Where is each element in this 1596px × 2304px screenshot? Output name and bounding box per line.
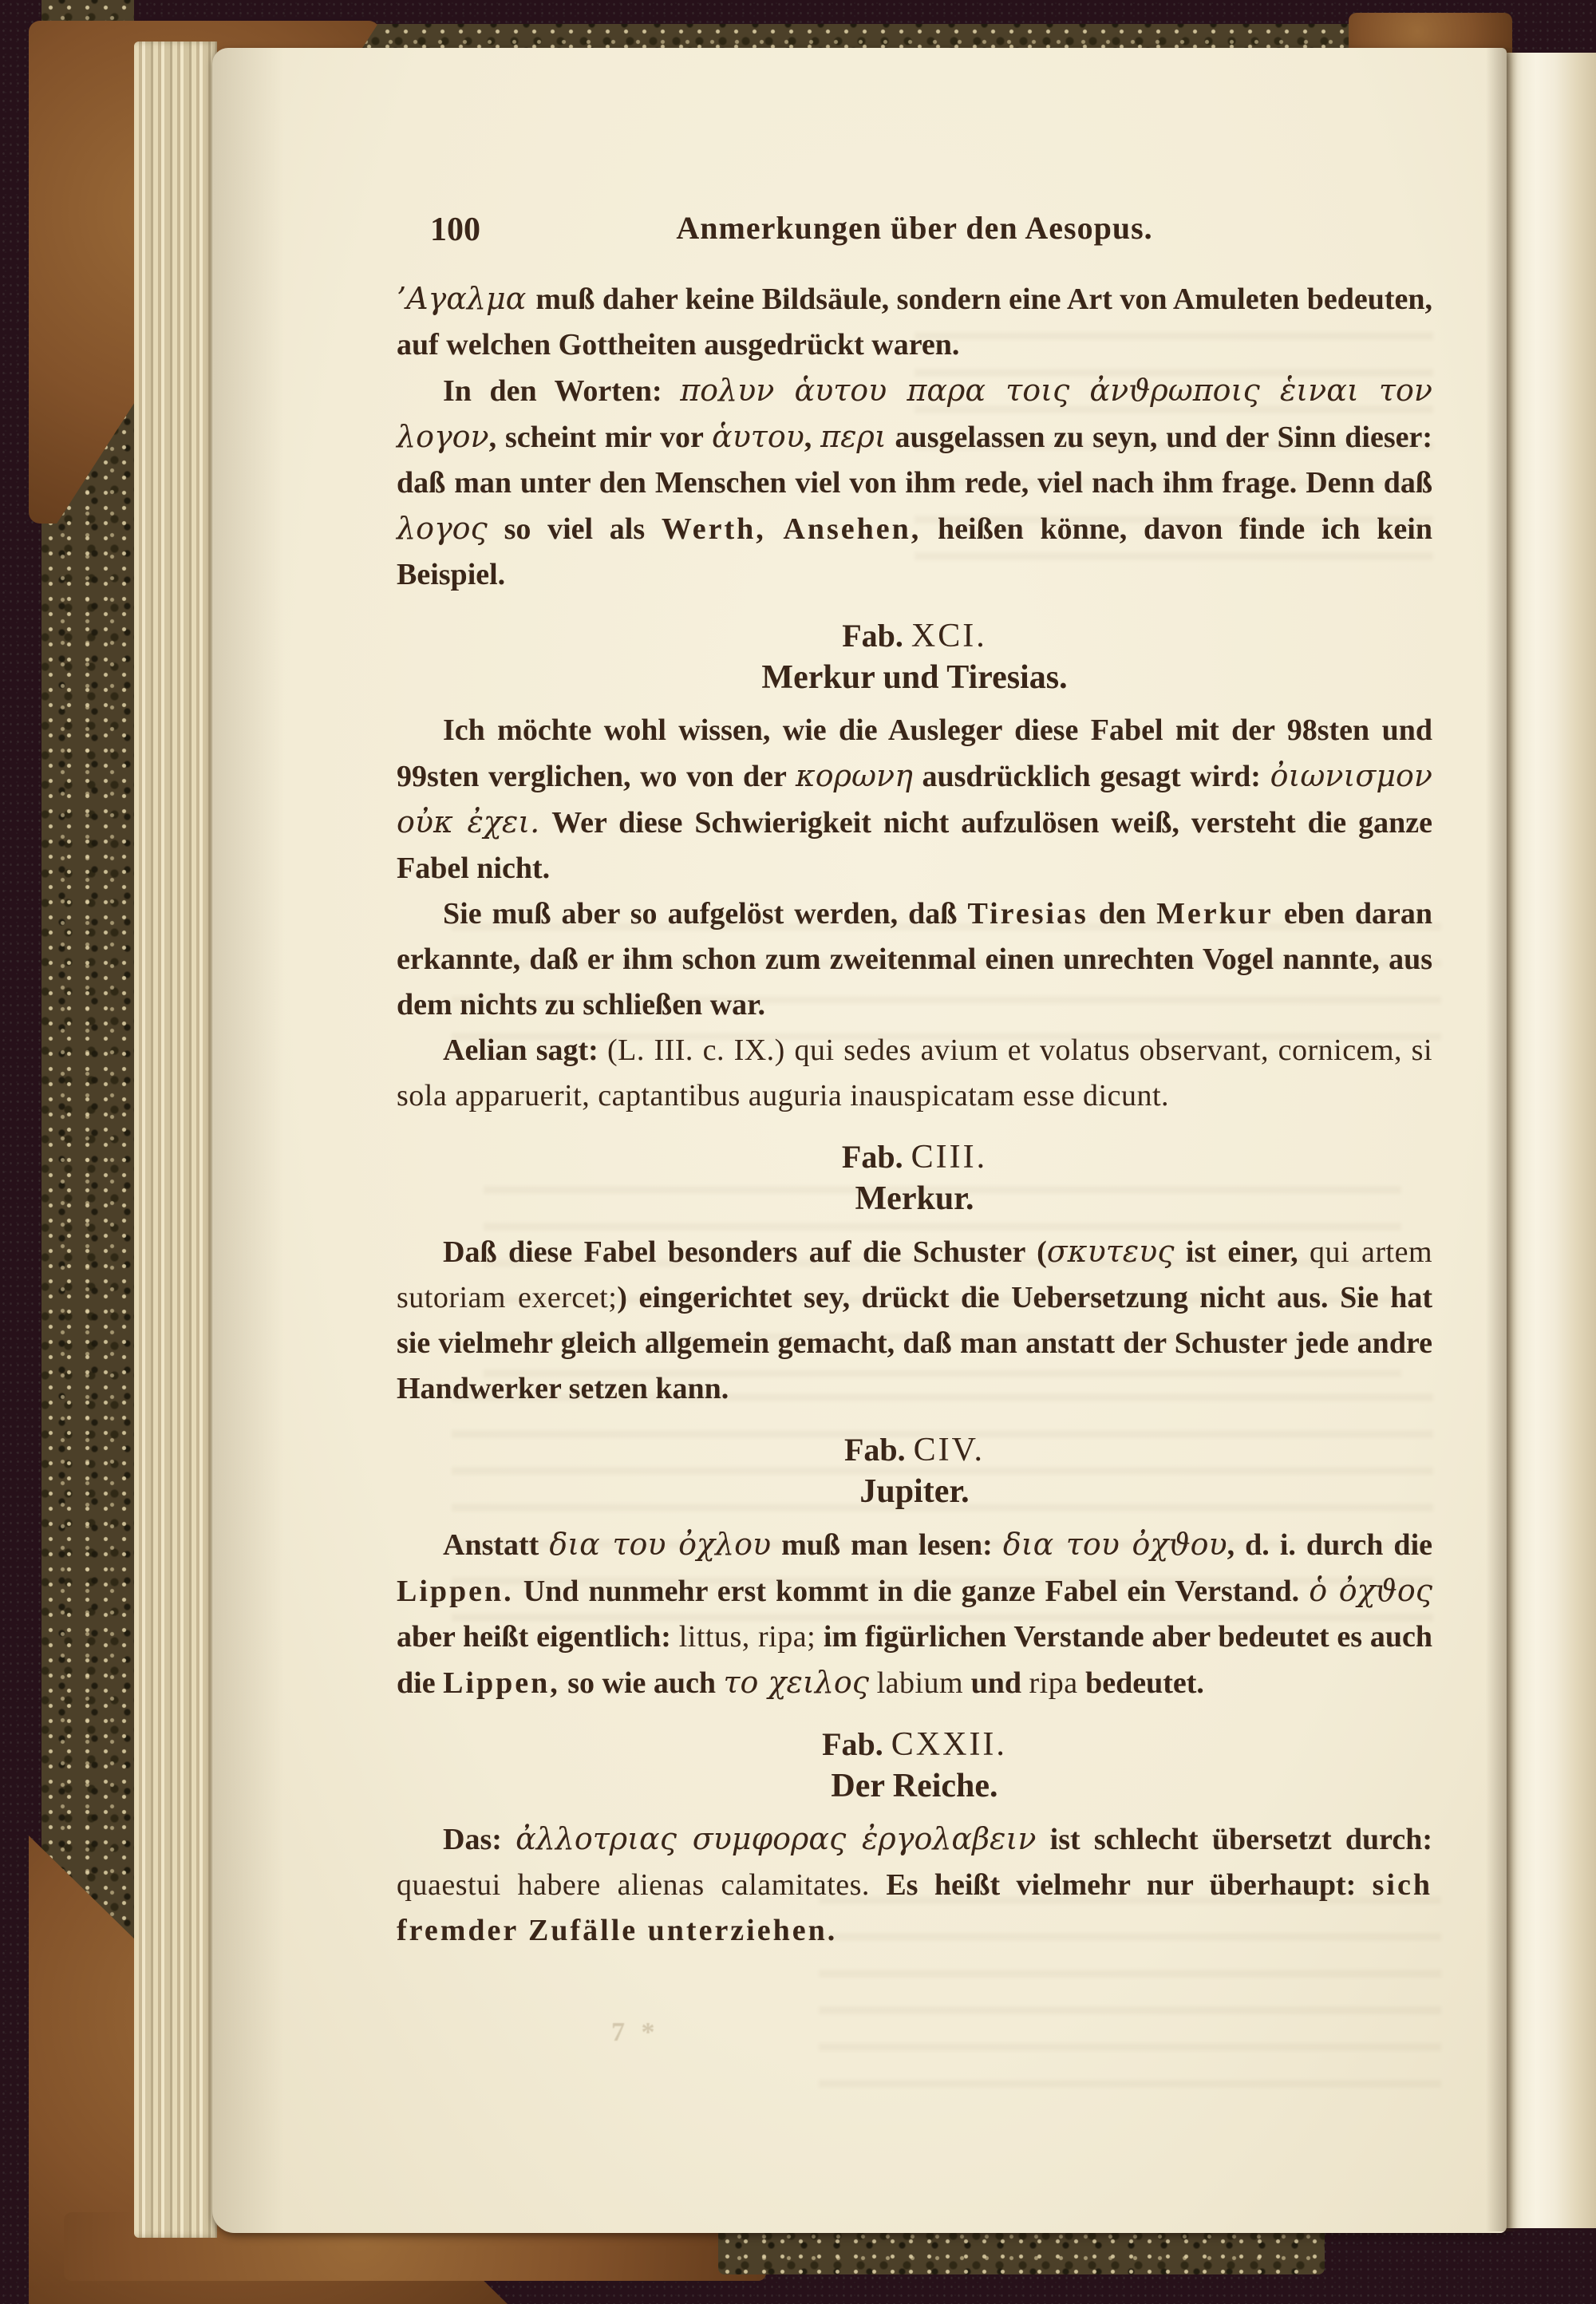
text-segment-g: Es heißt vielmehr nur überhaupt: [869, 1868, 1373, 1902]
fable-heading-numeral: CXXII. [891, 1726, 1007, 1763]
text-segment-g: den [1088, 897, 1157, 931]
text-segment-g: ausgelassen zu seyn, und der Sinn dieser: daß man unter den Menschen viel von ihm rede, viel nach ihm frage. Denn daß [397, 421, 1432, 500]
text-segment-g: bedeutet. [1077, 1666, 1204, 1700]
text-segment-g: und [963, 1666, 1029, 1700]
text-segment-g: Daß diese Fabel besonders auf die Schuster ( [443, 1235, 1047, 1269]
text-segment-gr: ’Αγαλμα [397, 281, 536, 316]
text-segment-g: , d. i. durch die [1227, 1528, 1432, 1562]
text-segment-g: muß man lesen: [771, 1528, 1003, 1562]
paragraph [397, 1028, 1432, 1119]
paragraph [397, 1816, 1432, 1954]
text-segment-g: Das: [443, 1823, 516, 1856]
text-segment-la: qui artem sutoriam exercet; [397, 1235, 1432, 1314]
text-segment-g: ist schlecht übersetzt durch: [1036, 1823, 1432, 1856]
text-segment-gr: δια του ὀχλου [549, 1527, 772, 1562]
text-segment-em: Werth, Ansehen, [661, 512, 922, 546]
fable-heading-label: Fab. [842, 618, 911, 654]
page-content [397, 276, 1432, 1954]
running-title: Anmerkungen über den Aesopus. [676, 210, 1153, 246]
text-block [397, 209, 1432, 1954]
fable-title: Jupiter. [859, 1473, 970, 1510]
fable-heading-numeral: CIV. [913, 1432, 986, 1468]
page-stack-fore-edge [134, 41, 217, 2238]
text-segment-la: littus, ripa; [678, 1620, 816, 1654]
fable-heading [397, 1138, 1432, 1176]
text-segment-g: muß daher keine Bildsäule, sondern eine Art von Amuleten bedeuten, auf welchen Gottheiten ausgedrückt waren. [397, 283, 1433, 362]
binding-shade [212, 48, 284, 2233]
text-segment-la: ripa [1029, 1666, 1078, 1700]
text-segment-gr: το χειλος [723, 1665, 870, 1700]
text-segment-g [869, 1666, 877, 1700]
text-segment-gr: σκυτευς [1046, 1234, 1175, 1269]
text-segment-gr: λογος [397, 511, 488, 546]
book-page [212, 48, 1507, 2233]
text-segment-g: Wer diese Schwierigkeit nicht aufzulösen weiß, versteht die ganze Fabel nicht. [397, 806, 1433, 885]
text-segment-g: ausdrücklich gesagt wird: [912, 760, 1270, 793]
text-segment-gr: πολυν ἁυτου παρα τοις ἀνϑρωποις ἑιναι τον λογον [397, 373, 1432, 454]
text-segment-gr: ἁυτου [712, 419, 804, 454]
text-segment-gr: ἀλλοτριας συμφορας ἐργολαβειν [516, 1821, 1037, 1856]
fable-heading-label: Fab. [843, 1432, 914, 1468]
text-segment-g: aber heißt eigentlich: [397, 1620, 679, 1654]
text-segment-g: so viel als [487, 512, 662, 546]
fable-heading-numeral: XCI. [911, 618, 987, 654]
signature-mark-ghost: 7 * [611, 2017, 660, 2047]
text-segment-g: so wie auch [559, 1666, 724, 1700]
text-segment-gr: ὁ ὀχϑος [1309, 1573, 1432, 1608]
text-segment-g: , [804, 421, 821, 454]
paragraph [397, 891, 1432, 1028]
text-segment-gr: ὀιωνισμον οὐκ ἐχει. [397, 758, 1433, 840]
text-segment-g: In den Worten: [443, 374, 681, 408]
text-segment-la: (L. III. c. IX.) qui sedes avium et volatus observant, cornicem, si sola apparuerit, captantibus auguria inauspicatam esse dicunt. [397, 1033, 1432, 1112]
fable-heading-label: Fab. [841, 1139, 911, 1175]
text-segment-em: Lippen, [443, 1666, 560, 1700]
gutter-shadow [1486, 48, 1523, 2231]
text-segment-gr: περι [820, 419, 887, 454]
text-segment-la: labium [876, 1666, 964, 1700]
fable-title: Merkur. [855, 1180, 974, 1217]
text-segment-em: Merkur [1156, 897, 1274, 931]
text-segment-g: ) eingerichtet sey, drückt die Uebersetzung nicht aus. Sie hat sie vielmehr gleich allgemein gemacht, daß man anstatt der Schuster jede andre Handwerker setzen kann. [397, 1281, 1432, 1405]
paragraph [397, 368, 1432, 598]
page-header [397, 209, 1432, 259]
fable-heading [397, 1431, 1432, 1469]
text-segment-gr: κορωνη [795, 758, 913, 793]
paragraph [397, 708, 1432, 891]
page-number: 100 [430, 211, 480, 248]
text-segment-g: Sie muß aber so aufgelöst werden, daß [443, 897, 968, 931]
paragraph [397, 1522, 1432, 1706]
text-segment-g: im figürlichen Verstande aber bedeutet es auch die [397, 1620, 1432, 1700]
text-segment-g: eben daran erkannte, daß er ihm schon zum zweitenmal einen unrechten Vogel nannte, aus dem nichts zu schließen war. [397, 897, 1433, 1022]
fable-heading [397, 1725, 1432, 1764]
text-segment-g: , scheint mir vor [488, 421, 713, 454]
text-segment-g: Und nunmehr erst kommt in die ganze Fabel ein Verstand. [513, 1575, 1310, 1608]
fable-heading-label: Fab. [822, 1726, 891, 1762]
text-segment-em: Tiresias [967, 897, 1088, 931]
text-segment-g: Ich möchte wohl wissen, wie die Ausleger diese Fabel mit der 98sten und 99sten verglichen, wo von der [397, 713, 1432, 793]
text-segment-g: Aelian sagt: [443, 1033, 607, 1067]
fable-title: Der Reiche. [831, 1768, 998, 1804]
text-segment-g: Anstatt [443, 1528, 550, 1562]
text-segment-em: sich fremder Zufälle unterziehen. [397, 1868, 1432, 1947]
paragraph [397, 1229, 1432, 1412]
text-segment-g: ist einer, [1174, 1235, 1310, 1269]
text-segment-la: quaestui habere alienas calamitates. [397, 1868, 870, 1902]
fable-heading [397, 617, 1432, 655]
text-segment-gr: δια του ὀχϑου [1002, 1527, 1227, 1562]
fable-heading-numeral: CIII. [911, 1139, 988, 1176]
paragraph [397, 276, 1432, 368]
text-segment-em: Lippen. [397, 1575, 514, 1608]
text-segment-g: heißen könne, davon finde ich kein Beispiel. [397, 512, 1432, 591]
fable-title: Merkur und Tiresias. [761, 659, 1068, 696]
